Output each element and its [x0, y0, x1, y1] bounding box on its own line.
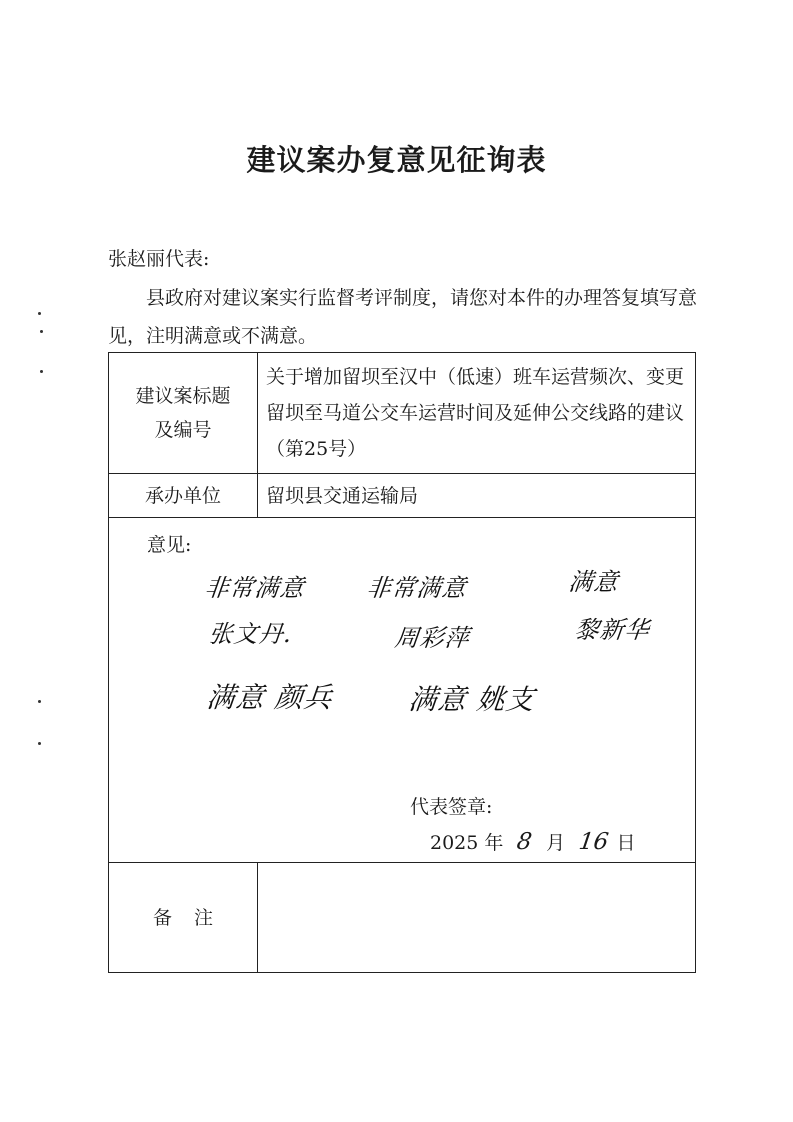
handwritten-signature: 黎新华: [573, 616, 652, 644]
date-year: 2025: [430, 832, 479, 854]
opinion-label: 意见:: [147, 534, 192, 556]
date-day: 16: [577, 829, 611, 855]
title-label-cell: [109, 353, 258, 474]
handwritten-opinion: 满意: [567, 568, 621, 596]
handwritten-opinion: 满意 姚支: [407, 683, 537, 716]
scan-dot: [38, 312, 41, 315]
table-row-remark: [109, 863, 696, 973]
remark-value-cell[interactable]: [258, 863, 696, 973]
title-label-line1: 建议案标题: [135, 385, 231, 407]
salutation: 张赵丽代表:: [108, 248, 210, 270]
handwritten-opinion: 非常满意: [365, 574, 469, 602]
title-value-cell: 关于增加留坝至汉中（低速）班车运营频次、变更留坝至马道公交车运营时间及延伸公交线路的建议（第25号）: [258, 353, 696, 474]
date-year-unit: 年: [484, 832, 504, 854]
scan-dot: [40, 330, 43, 333]
signature-label: 代表签章:: [410, 796, 493, 818]
date-month-unit: 月: [546, 832, 566, 854]
signature-date: [430, 828, 636, 855]
remark-label-cell: 备注: [109, 863, 258, 973]
page-title: 建议案办复意见征询表: [246, 143, 547, 177]
table-row-title: [109, 353, 696, 474]
title-label-line2: 及编号: [154, 419, 212, 441]
scan-dot: [38, 700, 41, 703]
handwritten-signature: 周彩萍: [393, 624, 472, 652]
scan-dot: [40, 370, 43, 373]
handwritten-signature: 张文丹.: [207, 620, 294, 648]
opinion-form-table: [108, 352, 696, 973]
date-day-unit: 日: [616, 832, 636, 854]
intro-paragraph: 县政府对建议案实行监督考评制度，请您对本件的办理答复填写意见，注明满意或不满意。: [108, 287, 698, 347]
opinion-cell[interactable]: [109, 518, 696, 863]
table-row-opinion: [109, 518, 696, 863]
date-month: 8: [515, 829, 534, 855]
scan-dot: [38, 742, 41, 745]
table-row-unit: [109, 474, 696, 518]
handwritten-opinion: 非常满意: [203, 574, 307, 602]
handwritten-opinion: 满意 颜兵: [205, 681, 335, 714]
unit-value-cell: 留坝县交通运输局: [258, 474, 696, 518]
unit-label-cell: 承办单位: [109, 474, 258, 518]
